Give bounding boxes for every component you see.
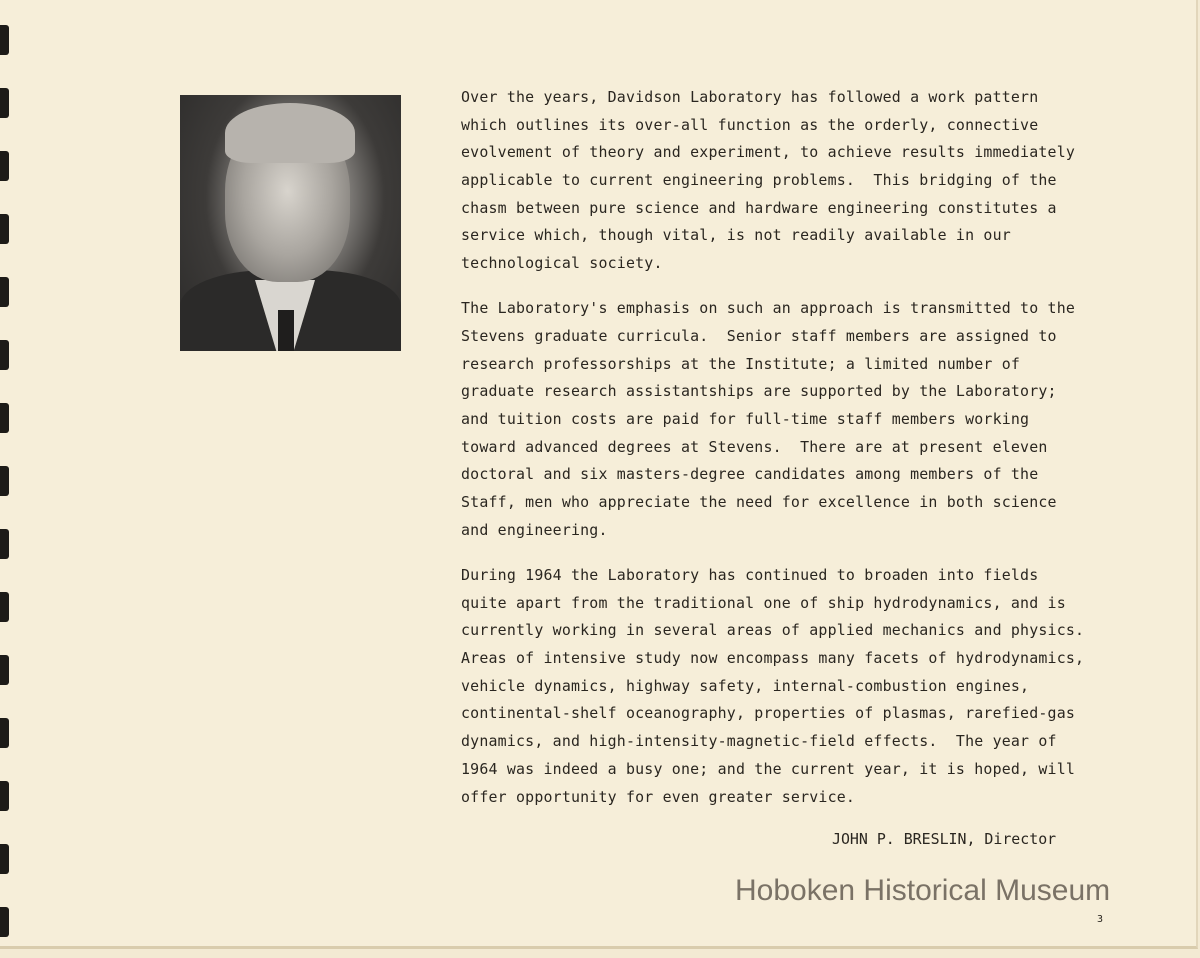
binding-hole <box>0 592 9 622</box>
binding-hole <box>0 403 9 433</box>
signature: JOHN P. BRESLIN, Director <box>832 830 1057 848</box>
portrait-photo <box>180 95 401 351</box>
text-line: Staff, men who appreciate the need for excellence in both science <box>461 493 1057 512</box>
binding-hole <box>0 466 9 496</box>
text-line: During 1964 the Laboratory has continued to broaden into fields <box>461 566 1039 584</box>
text-line: dynamics, and high-intensity-magnetic-field effects. The year of <box>461 732 1057 751</box>
text-line: Over the years, Davidson Laboratory has followed a work pattern <box>461 88 1039 106</box>
photo-hair <box>225 103 355 163</box>
binding-hole <box>0 781 9 811</box>
text-line: offer opportunity for even greater service. <box>461 787 856 806</box>
text-line: graduate research assistantships are supported by the Laboratory; <box>461 382 1057 401</box>
text-line: 1964 was indeed a busy one; and the current year, it is hoped, will <box>461 759 1076 778</box>
text-line: chasm between pure science and hardware engineering constitutes a <box>461 198 1057 217</box>
binding-hole <box>0 151 9 181</box>
text-line: applicable to current engineering problems. This bridging of the <box>461 171 1057 190</box>
text-line: and tuition costs are paid for full-time staff members working <box>461 410 1030 429</box>
binding-hole <box>0 277 9 307</box>
paragraph <box>461 84 1084 278</box>
text-line: evolvement of theory and experiment, to achieve results immediately <box>461 143 1076 162</box>
binding-hole <box>0 718 9 748</box>
text-line: quite apart from the traditional one of ship hydrodynamics, and is <box>461 593 1066 612</box>
text-line: doctoral and six masters-degree candidates among members of the <box>461 465 1039 484</box>
photo-tie <box>278 310 294 351</box>
binding-hole <box>0 907 9 937</box>
page-number: 3 <box>1097 914 1104 925</box>
binding-hole <box>0 88 9 118</box>
text-line: continental-shelf oceanography, properties of plasmas, rarefied-gas <box>461 704 1076 723</box>
text-line: toward advanced degrees at Stevens. There are at present eleven <box>461 437 1048 456</box>
text-line: and engineering. <box>461 520 608 539</box>
binding-hole <box>0 844 9 874</box>
binding-hole <box>0 529 9 559</box>
binding-hole <box>0 655 9 685</box>
paragraph <box>461 295 1084 544</box>
body-text <box>461 84 1084 829</box>
paragraph <box>461 562 1084 811</box>
binding-hole <box>0 214 9 244</box>
text-line: technological society. <box>461 254 663 273</box>
binding-hole <box>0 25 9 55</box>
text-line: The Laboratory's emphasis on such an approach is transmitted to the <box>461 299 1076 318</box>
text-line: which outlines its over-all function as the orderly, connective <box>461 115 1039 134</box>
binding-hole <box>0 340 9 370</box>
text-line: Stevens graduate curricula. Senior staff members are assigned to <box>461 327 1057 345</box>
text-line: Areas of intensive study now encompass many facets of hydrodynamics, <box>461 649 1085 668</box>
text-line: currently working in several areas of applied mechanics and physics. <box>461 621 1085 640</box>
text-line: service which, though vital, is not readily available in our <box>461 226 1011 245</box>
watermark: Hoboken Historical Museum <box>735 874 1111 907</box>
text-line: vehicle dynamics, highway safety, internal-combustion engines, <box>461 676 1030 695</box>
text-line: research professorships at the Institute; a limited number of <box>461 354 1021 373</box>
